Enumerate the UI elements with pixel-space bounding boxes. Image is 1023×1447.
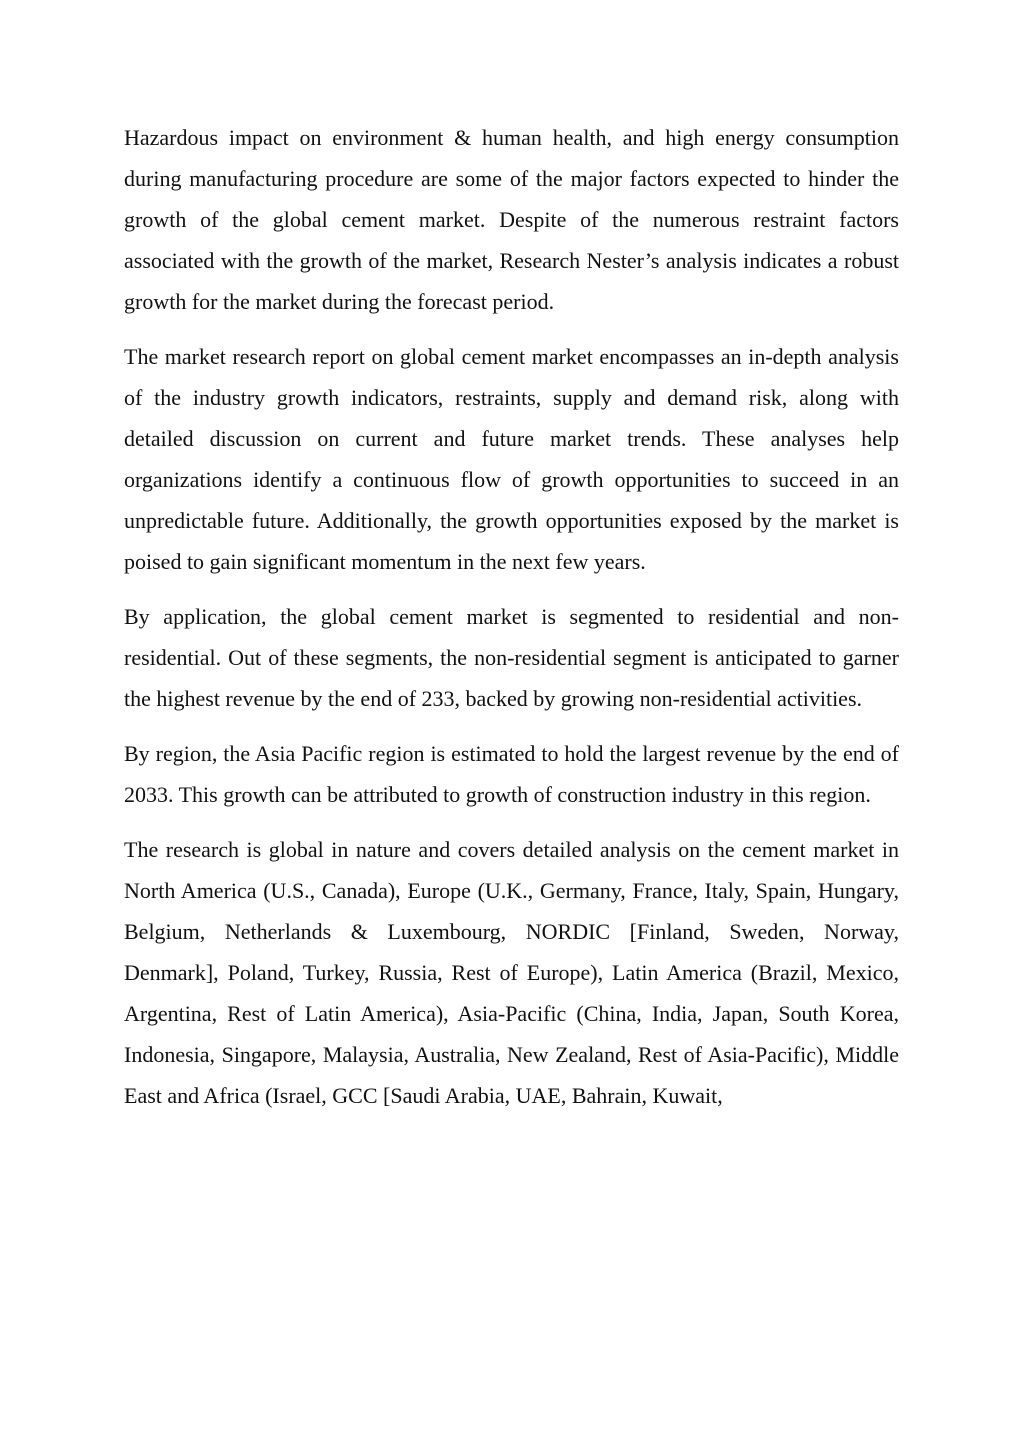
paragraph-environmental-impact: Hazardous impact on environment & human health, and high energy consumption during manufacturing procedure are some of the major factors expected to hinder the growth of the global cement market. Despite of the numerous restraint factors associated with the growth of the market, Research Nester’s analysis indicates a robust growth for the market during the forecast period. xyxy=(124,125,899,314)
document-page xyxy=(124,117,899,1130)
paragraph-report-overview: The market research report on global cement market encompasses an in-depth analysis of the industry growth indicators, restraints, supply and demand risk, along with detailed discussion on current and future market trends. These analyses help organizations identify a continuous flow of growth opportunities to succeed in an unpredictable future. Additionally, the growth opportunities exposed by the market is poised to gain significant momentum in the next few years. xyxy=(124,344,899,574)
paragraph-geographic-coverage: The research is global in nature and covers detailed analysis on the cement market in North America (U.S., Canada), Europe (U.K., Germany, France, Italy, Spain, Hungary, Belgium, Netherlands & Luxembourg, NORDIC [Finland, Sweden, Norway, Denmark], Poland, Turkey, Russia, Rest of Europe), Latin America (Brazil, Mexico, Argentina, Rest of Latin America), Asia-Pacific (China, India, Japan, South Korea, Indonesia, Singapore, Malaysia, Australia, New Zealand, Rest of Asia-Pacific), Middle East and Africa (Israel, GCC [Saudi Arabia, UAE, Bahrain, Kuwait, xyxy=(124,837,899,1108)
paragraph-regional-outlook: By region, the Asia Pacific region is estimated to hold the largest revenue by the end of 2033. This growth can be attributed to growth of construction industry in this region. xyxy=(124,741,899,807)
paragraph-application-segments: By application, the global cement market is segmented to residential and non-residential. Out of these segments, the non-residential segment is anticipated to garner the highest revenue by the end of 233, backed by growing non-residential activities. xyxy=(124,604,899,711)
